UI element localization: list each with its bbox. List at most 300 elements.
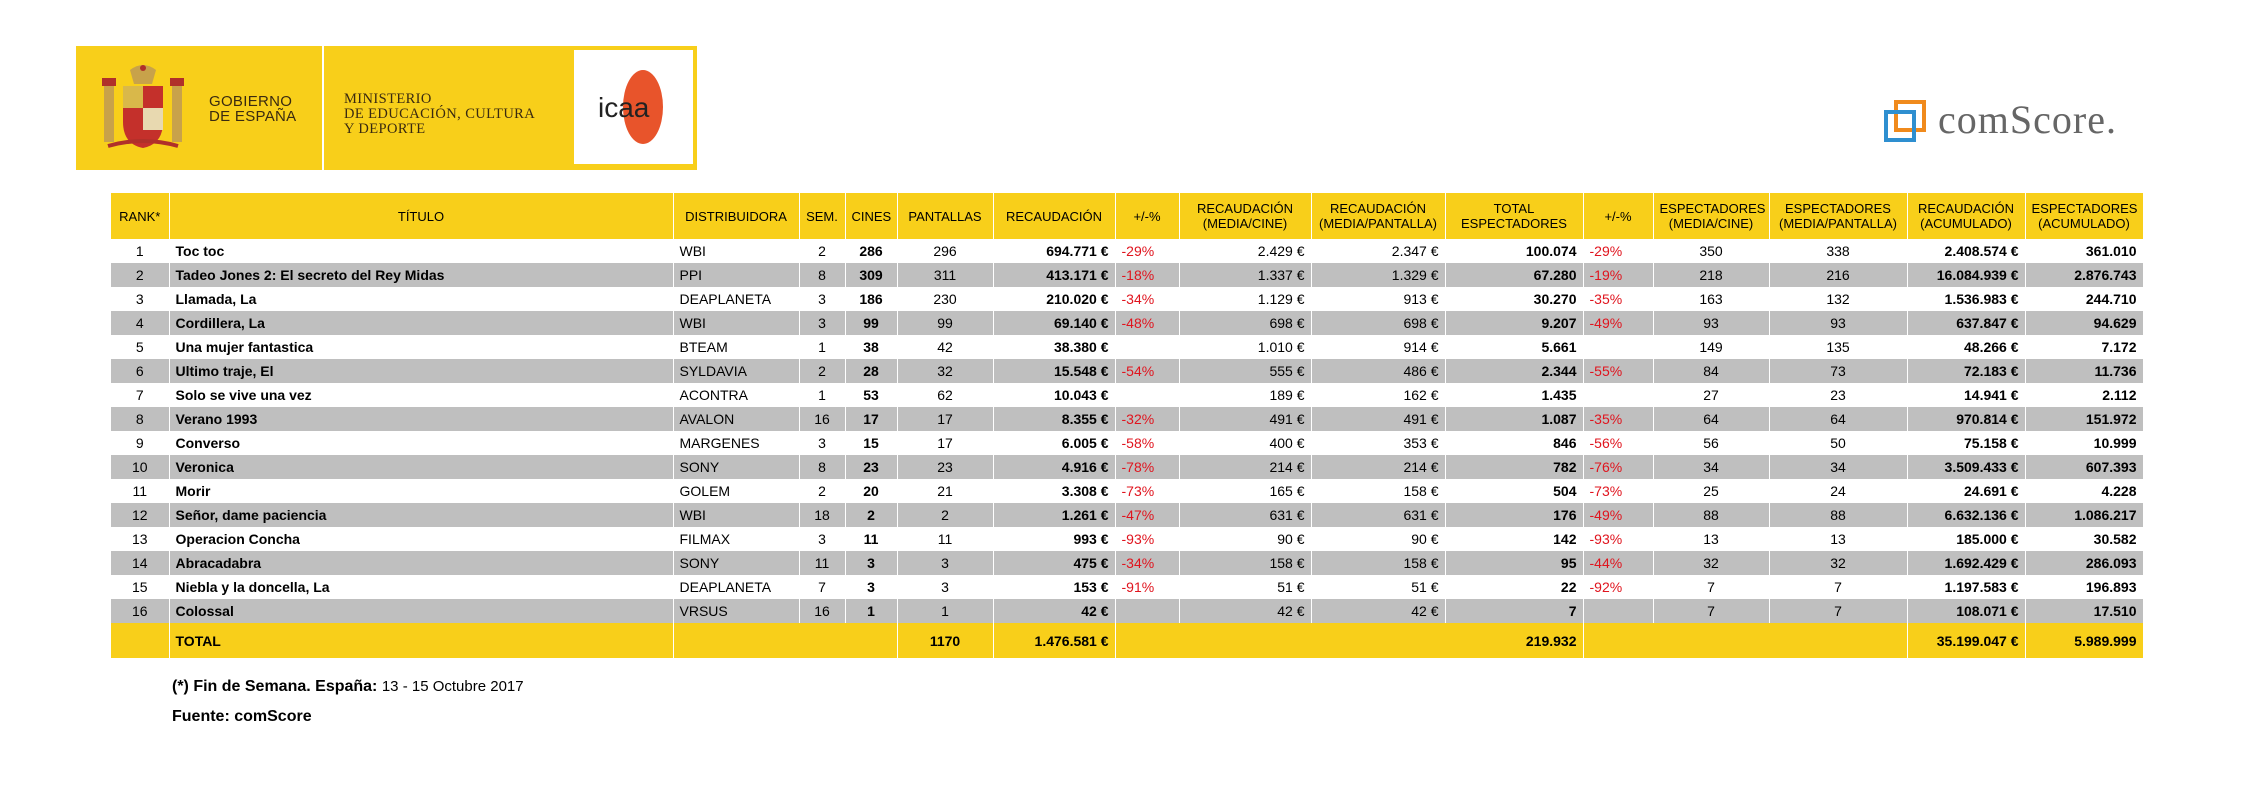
- cell-esp_acum: 11.736: [2025, 359, 2143, 383]
- cell-title: Tadeo Jones 2: El secreto del Rey Midas: [169, 263, 673, 287]
- cell-esp_pant: 93: [1769, 311, 1907, 335]
- column-header: RECAUDACIÓN (ACUMULADO): [1907, 193, 2025, 239]
- cell-esp: 846: [1445, 431, 1583, 455]
- column-header: ESPECTADORES (MEDIA/PANTALLA): [1769, 193, 1907, 239]
- cell-rank: 13: [111, 527, 169, 551]
- cell-esp_cine: 56: [1653, 431, 1769, 455]
- cell-dist: VRSUS: [673, 599, 799, 623]
- cell-esp_acum: 151.972: [2025, 407, 2143, 431]
- cell-rec_cine: 51 €: [1179, 575, 1311, 599]
- cell-esp: 30.270: [1445, 287, 1583, 311]
- column-header: ESPECTADORES (ACUMULADO): [2025, 193, 2143, 239]
- cell-sem: 3: [799, 287, 845, 311]
- cell-pant: 21: [897, 479, 993, 503]
- cell-esppct: -35%: [1583, 287, 1653, 311]
- total-empty: [111, 623, 169, 658]
- table-row: [111, 599, 2143, 623]
- cell-rec: 413.171 €: [993, 263, 1115, 287]
- cell-cines: 23: [845, 455, 897, 479]
- total-label: TOTAL: [169, 623, 673, 658]
- cell-rec_pant: 913 €: [1311, 287, 1445, 311]
- ministerio-label: MINISTERIO DE EDUCACIÓN, CULTURA Y DEPORTE: [344, 91, 536, 137]
- cell-dist: AVALON: [673, 407, 799, 431]
- total-empty: [673, 623, 897, 658]
- cell-pant: 296: [897, 239, 993, 263]
- cell-sem: 8: [799, 263, 845, 287]
- cell-rec_cine: 158 €: [1179, 551, 1311, 575]
- cell-rec_acum: 1.197.583 €: [1907, 575, 2025, 599]
- comscore-logo: [1880, 96, 2180, 144]
- comscore-logo-text: comScore.: [1938, 97, 2117, 142]
- cell-sem: 3: [799, 311, 845, 335]
- cell-esp_acum: 361.010: [2025, 239, 2143, 263]
- gobierno-block: [76, 46, 318, 170]
- cell-rec_pant: 631 €: [1311, 503, 1445, 527]
- cell-esp_pant: 73: [1769, 359, 1907, 383]
- column-header: +/-%: [1583, 193, 1653, 239]
- column-header: RANK*: [111, 193, 169, 239]
- cell-rec: 694.771 €: [993, 239, 1115, 263]
- cell-esppct: -55%: [1583, 359, 1653, 383]
- icaa-logo-text: icaa: [598, 92, 650, 123]
- government-banner: [76, 46, 697, 170]
- total-empty: [1583, 623, 1907, 658]
- cell-rec_acum: 970.814 €: [1907, 407, 2025, 431]
- cell-esp_pant: 88: [1769, 503, 1907, 527]
- cell-rec_acum: 75.158 €: [1907, 431, 2025, 455]
- cell-esppct: [1583, 599, 1653, 623]
- cell-esp: 100.074: [1445, 239, 1583, 263]
- column-header: +/-%: [1115, 193, 1179, 239]
- cell-rec_pant: 162 €: [1311, 383, 1445, 407]
- cell-esp_acum: 17.510: [2025, 599, 2143, 623]
- cell-rec_pant: 158 €: [1311, 551, 1445, 575]
- cell-recpct: [1115, 599, 1179, 623]
- cell-rank: 3: [111, 287, 169, 311]
- cell-rec_cine: 90 €: [1179, 527, 1311, 551]
- cell-esp_cine: 7: [1653, 599, 1769, 623]
- cell-esp_cine: 25: [1653, 479, 1769, 503]
- cell-pant: 11: [897, 527, 993, 551]
- cell-rec_cine: 631 €: [1179, 503, 1311, 527]
- cell-recpct: -58%: [1115, 431, 1179, 455]
- cell-rec_cine: 1.337 €: [1179, 263, 1311, 287]
- cell-title: Verano 1993: [169, 407, 673, 431]
- cell-dist: DEAPLANETA: [673, 287, 799, 311]
- cell-esp_cine: 218: [1653, 263, 1769, 287]
- cell-esp_pant: 50: [1769, 431, 1907, 455]
- cell-rec_acum: 1.536.983 €: [1907, 287, 2025, 311]
- cell-rec_acum: 185.000 €: [1907, 527, 2025, 551]
- cell-esppct: -73%: [1583, 479, 1653, 503]
- cell-pant: 3: [897, 575, 993, 599]
- cell-esp_cine: 350: [1653, 239, 1769, 263]
- cell-esp_acum: 2.876.743: [2025, 263, 2143, 287]
- cell-dist: WBI: [673, 239, 799, 263]
- cell-esppct: [1583, 335, 1653, 359]
- comscore-square-blue-icon: [1884, 110, 1916, 142]
- cell-rec_pant: 214 €: [1311, 455, 1445, 479]
- cell-cines: 11: [845, 527, 897, 551]
- cell-pant: 311: [897, 263, 993, 287]
- cell-cines: 1: [845, 599, 897, 623]
- cell-dist: WBI: [673, 503, 799, 527]
- cell-esp_cine: 64: [1653, 407, 1769, 431]
- cell-rec_cine: 1.010 €: [1179, 335, 1311, 359]
- cell-title: Morir: [169, 479, 673, 503]
- cell-sem: 18: [799, 503, 845, 527]
- total-rec: 1.476.581 €: [993, 623, 1115, 658]
- cell-rec: 3.308 €: [993, 479, 1115, 503]
- cell-rec_cine: 165 €: [1179, 479, 1311, 503]
- cell-recpct: [1115, 335, 1179, 359]
- cell-rec_acum: 72.183 €: [1907, 359, 2025, 383]
- icaa-logo: [572, 48, 695, 166]
- cell-esp_pant: 7: [1769, 599, 1907, 623]
- column-header: RECAUDACIÓN (MEDIA/CINE): [1179, 193, 1311, 239]
- column-header: DISTRIBUIDORA: [673, 193, 799, 239]
- cell-pant: 17: [897, 431, 993, 455]
- cell-title: Niebla y la doncella, La: [169, 575, 673, 599]
- cell-esp: 782: [1445, 455, 1583, 479]
- cell-dist: ACONTRA: [673, 383, 799, 407]
- cell-dist: GOLEM: [673, 479, 799, 503]
- cell-rec_acum: 1.692.429 €: [1907, 551, 2025, 575]
- cell-rank: 9: [111, 431, 169, 455]
- cell-esp_pant: 132: [1769, 287, 1907, 311]
- cell-esppct: -49%: [1583, 503, 1653, 527]
- gobierno-label: GOBIERNO DE ESPAÑA: [209, 93, 297, 125]
- cell-dist: SYLDAVIA: [673, 359, 799, 383]
- cell-sem: 2: [799, 479, 845, 503]
- cell-recpct: -34%: [1115, 287, 1179, 311]
- cell-esppct: -19%: [1583, 263, 1653, 287]
- cell-dist: PPI: [673, 263, 799, 287]
- cell-rec_pant: 698 €: [1311, 311, 1445, 335]
- cell-cines: 17: [845, 407, 897, 431]
- cell-esp_pant: 34: [1769, 455, 1907, 479]
- cell-esp: 5.661: [1445, 335, 1583, 359]
- cell-esp_acum: 244.710: [2025, 287, 2143, 311]
- cell-esppct: -76%: [1583, 455, 1653, 479]
- cell-dist: WBI: [673, 311, 799, 335]
- cell-rec: 42 €: [993, 599, 1115, 623]
- cell-pant: 23: [897, 455, 993, 479]
- cell-sem: 1: [799, 335, 845, 359]
- footnote-main: (*) Fin de Semana. España:: [172, 678, 378, 695]
- cell-cines: 28: [845, 359, 897, 383]
- cell-rank: 7: [111, 383, 169, 407]
- cell-esp_pant: 32: [1769, 551, 1907, 575]
- cell-rec_pant: 2.347 €: [1311, 239, 1445, 263]
- cell-rec_pant: 1.329 €: [1311, 263, 1445, 287]
- cell-rec_pant: 491 €: [1311, 407, 1445, 431]
- cell-rec: 475 €: [993, 551, 1115, 575]
- table-row: [111, 335, 2143, 359]
- cell-esp_acum: 2.112: [2025, 383, 2143, 407]
- table-row: [111, 287, 2143, 311]
- cell-esppct: -56%: [1583, 431, 1653, 455]
- cell-rec: 8.355 €: [993, 407, 1115, 431]
- cell-sem: 3: [799, 527, 845, 551]
- cell-cines: 99: [845, 311, 897, 335]
- footnote: [172, 678, 524, 696]
- cell-esp_cine: 32: [1653, 551, 1769, 575]
- table-row: [111, 263, 2143, 287]
- cell-recpct: -73%: [1115, 479, 1179, 503]
- cell-esp_acum: 7.172: [2025, 335, 2143, 359]
- cell-esp: 2.344: [1445, 359, 1583, 383]
- cell-esp: 142: [1445, 527, 1583, 551]
- cell-title: Solo se vive una vez: [169, 383, 673, 407]
- cell-cines: 20: [845, 479, 897, 503]
- cell-title: Operacion Concha: [169, 527, 673, 551]
- cell-rec_cine: 214 €: [1179, 455, 1311, 479]
- cell-rec_acum: 2.408.574 €: [1907, 239, 2025, 263]
- source-note: Fuente: comScore: [172, 708, 312, 725]
- cell-cines: 186: [845, 287, 897, 311]
- cell-pant: 2: [897, 503, 993, 527]
- table-row: [111, 503, 2143, 527]
- cell-cines: 2: [845, 503, 897, 527]
- cell-esp_acum: 30.582: [2025, 527, 2143, 551]
- cell-cines: 38: [845, 335, 897, 359]
- column-header: PANTALLAS: [897, 193, 993, 239]
- cell-rec_cine: 2.429 €: [1179, 239, 1311, 263]
- cell-rank: 14: [111, 551, 169, 575]
- cell-esp_acum: 1.086.217: [2025, 503, 2143, 527]
- column-header: RECAUDACIÓN (MEDIA/PANTALLA): [1311, 193, 1445, 239]
- cell-recpct: -29%: [1115, 239, 1179, 263]
- cell-rec: 210.020 €: [993, 287, 1115, 311]
- table-row: [111, 527, 2143, 551]
- cell-rank: 2: [111, 263, 169, 287]
- cell-sem: 1: [799, 383, 845, 407]
- cell-rec_cine: 491 €: [1179, 407, 1311, 431]
- cell-rec_pant: 914 €: [1311, 335, 1445, 359]
- cell-dist: SONY: [673, 551, 799, 575]
- cell-esp_pant: 24: [1769, 479, 1907, 503]
- cell-esp_acum: 196.893: [2025, 575, 2143, 599]
- cell-pant: 17: [897, 407, 993, 431]
- cell-esp: 504: [1445, 479, 1583, 503]
- cell-rank: 5: [111, 335, 169, 359]
- cell-pant: 62: [897, 383, 993, 407]
- cell-rec_pant: 353 €: [1311, 431, 1445, 455]
- total-row: [111, 623, 2143, 658]
- cell-rec_acum: 24.691 €: [1907, 479, 2025, 503]
- cell-rec_acum: 6.632.136 €: [1907, 503, 2025, 527]
- table-row: [111, 551, 2143, 575]
- column-header: CINES: [845, 193, 897, 239]
- cell-esp_pant: 7: [1769, 575, 1907, 599]
- cell-cines: 15: [845, 431, 897, 455]
- table-row: [111, 359, 2143, 383]
- cell-rec: 15.548 €: [993, 359, 1115, 383]
- cell-esp_cine: 34: [1653, 455, 1769, 479]
- cell-rank: 11: [111, 479, 169, 503]
- cell-rank: 1: [111, 239, 169, 263]
- cell-rec_cine: 698 €: [1179, 311, 1311, 335]
- cell-rec_pant: 158 €: [1311, 479, 1445, 503]
- cell-esp_acum: 94.629: [2025, 311, 2143, 335]
- cell-title: Colossal: [169, 599, 673, 623]
- cell-recpct: -34%: [1115, 551, 1179, 575]
- cell-cines: 3: [845, 575, 897, 599]
- cell-rec_acum: 637.847 €: [1907, 311, 2025, 335]
- cell-recpct: -48%: [1115, 311, 1179, 335]
- cell-sem: 2: [799, 239, 845, 263]
- column-header: ESPECTADORES (MEDIA/CINE): [1653, 193, 1769, 239]
- cell-rec_cine: 1.129 €: [1179, 287, 1311, 311]
- ministerio-block: [322, 46, 570, 170]
- cell-esppct: [1583, 383, 1653, 407]
- cell-recpct: -78%: [1115, 455, 1179, 479]
- cell-rec: 4.916 €: [993, 455, 1115, 479]
- cell-rec_cine: 189 €: [1179, 383, 1311, 407]
- table-row: [111, 431, 2143, 455]
- cell-rec_acum: 48.266 €: [1907, 335, 2025, 359]
- cell-esp_acum: 10.999: [2025, 431, 2143, 455]
- cell-rank: 12: [111, 503, 169, 527]
- cell-pant: 230: [897, 287, 993, 311]
- cell-dist: FILMAX: [673, 527, 799, 551]
- cell-title: Señor, dame paciencia: [169, 503, 673, 527]
- total-esp: 219.932: [1115, 623, 1583, 658]
- cell-esp: 1.435: [1445, 383, 1583, 407]
- cell-recpct: -54%: [1115, 359, 1179, 383]
- table-header-row: [111, 193, 2143, 239]
- cell-esp_pant: 135: [1769, 335, 1907, 359]
- table-row: [111, 575, 2143, 599]
- column-header: RECAUDACIÓN: [993, 193, 1115, 239]
- cell-rec_acum: 108.071 €: [1907, 599, 2025, 623]
- cell-esp: 67.280: [1445, 263, 1583, 287]
- cell-title: Cordillera, La: [169, 311, 673, 335]
- cell-esppct: -29%: [1583, 239, 1653, 263]
- cell-cines: 286: [845, 239, 897, 263]
- cell-pant: 3: [897, 551, 993, 575]
- table-row: [111, 479, 2143, 503]
- cell-esp_acum: 607.393: [2025, 455, 2143, 479]
- cell-sem: 8: [799, 455, 845, 479]
- table-row: [111, 407, 2143, 431]
- cell-esppct: -93%: [1583, 527, 1653, 551]
- cell-dist: DEAPLANETA: [673, 575, 799, 599]
- cell-dist: BTEAM: [673, 335, 799, 359]
- cell-rec_acum: 16.084.939 €: [1907, 263, 2025, 287]
- cell-sem: 2: [799, 359, 845, 383]
- total-rec_acum: 35.199.047 €: [1907, 623, 2025, 658]
- cell-recpct: -18%: [1115, 263, 1179, 287]
- cell-title: Abracadabra: [169, 551, 673, 575]
- cell-rec_pant: 486 €: [1311, 359, 1445, 383]
- cell-esppct: -49%: [1583, 311, 1653, 335]
- cell-cines: 53: [845, 383, 897, 407]
- cell-rec_pant: 51 €: [1311, 575, 1445, 599]
- cell-rec: 10.043 €: [993, 383, 1115, 407]
- cell-esp_pant: 23: [1769, 383, 1907, 407]
- cell-esp_acum: 4.228: [2025, 479, 2143, 503]
- cell-pant: 42: [897, 335, 993, 359]
- table-row: [111, 455, 2143, 479]
- table-row: [111, 383, 2143, 407]
- cell-esp_cine: 93: [1653, 311, 1769, 335]
- column-header: SEM.: [799, 193, 845, 239]
- cell-title: Converso: [169, 431, 673, 455]
- cell-rank: 15: [111, 575, 169, 599]
- total-esp_acum: 5.989.999: [2025, 623, 2143, 658]
- cell-recpct: -93%: [1115, 527, 1179, 551]
- cell-recpct: -47%: [1115, 503, 1179, 527]
- cell-rec: 1.261 €: [993, 503, 1115, 527]
- cell-title: Toc toc: [169, 239, 673, 263]
- cell-sem: 16: [799, 599, 845, 623]
- footnote-dates: 13 - 15 Octubre 2017: [381, 678, 524, 695]
- cell-rank: 6: [111, 359, 169, 383]
- cell-esp_cine: 88: [1653, 503, 1769, 527]
- cell-esppct: -44%: [1583, 551, 1653, 575]
- cell-esp: 1.087: [1445, 407, 1583, 431]
- cell-esp_pant: 216: [1769, 263, 1907, 287]
- cell-pant: 1: [897, 599, 993, 623]
- cell-esppct: -92%: [1583, 575, 1653, 599]
- cell-sem: 11: [799, 551, 845, 575]
- cell-recpct: -32%: [1115, 407, 1179, 431]
- cell-esp_cine: 163: [1653, 287, 1769, 311]
- cell-rec_acum: 3.509.433 €: [1907, 455, 2025, 479]
- cell-rec_cine: 42 €: [1179, 599, 1311, 623]
- column-header: TOTAL ESPECTADORES: [1445, 193, 1583, 239]
- cell-esp_cine: 13: [1653, 527, 1769, 551]
- cell-rank: 8: [111, 407, 169, 431]
- cell-sem: 7: [799, 575, 845, 599]
- cell-rec: 38.380 €: [993, 335, 1115, 359]
- cell-esp: 22: [1445, 575, 1583, 599]
- cell-cines: 309: [845, 263, 897, 287]
- box-office-table: [111, 193, 2144, 658]
- cell-rec: 6.005 €: [993, 431, 1115, 455]
- cell-pant: 32: [897, 359, 993, 383]
- table-row: [111, 311, 2143, 335]
- cell-esp_pant: 13: [1769, 527, 1907, 551]
- cell-title: Llamada, La: [169, 287, 673, 311]
- cell-rec_cine: 555 €: [1179, 359, 1311, 383]
- cell-esp: 7: [1445, 599, 1583, 623]
- cell-title: Una mujer fantastica: [169, 335, 673, 359]
- cell-recpct: -91%: [1115, 575, 1179, 599]
- cell-esp: 176: [1445, 503, 1583, 527]
- column-header: TÍTULO: [169, 193, 673, 239]
- cell-esp_pant: 64: [1769, 407, 1907, 431]
- cell-rec_pant: 90 €: [1311, 527, 1445, 551]
- cell-rec_acum: 14.941 €: [1907, 383, 2025, 407]
- cell-rank: 4: [111, 311, 169, 335]
- table-row: [111, 239, 2143, 263]
- total-pant: 1170: [897, 623, 993, 658]
- cell-rec_pant: 42 €: [1311, 599, 1445, 623]
- cell-esp: 95: [1445, 551, 1583, 575]
- cell-dist: MARGENES: [673, 431, 799, 455]
- cell-esp_acum: 286.093: [2025, 551, 2143, 575]
- cell-esp_cine: 149: [1653, 335, 1769, 359]
- cell-esppct: -35%: [1583, 407, 1653, 431]
- cell-sem: 16: [799, 407, 845, 431]
- cell-pant: 99: [897, 311, 993, 335]
- cell-rec: 153 €: [993, 575, 1115, 599]
- cell-title: Veronica: [169, 455, 673, 479]
- cell-rank: 16: [111, 599, 169, 623]
